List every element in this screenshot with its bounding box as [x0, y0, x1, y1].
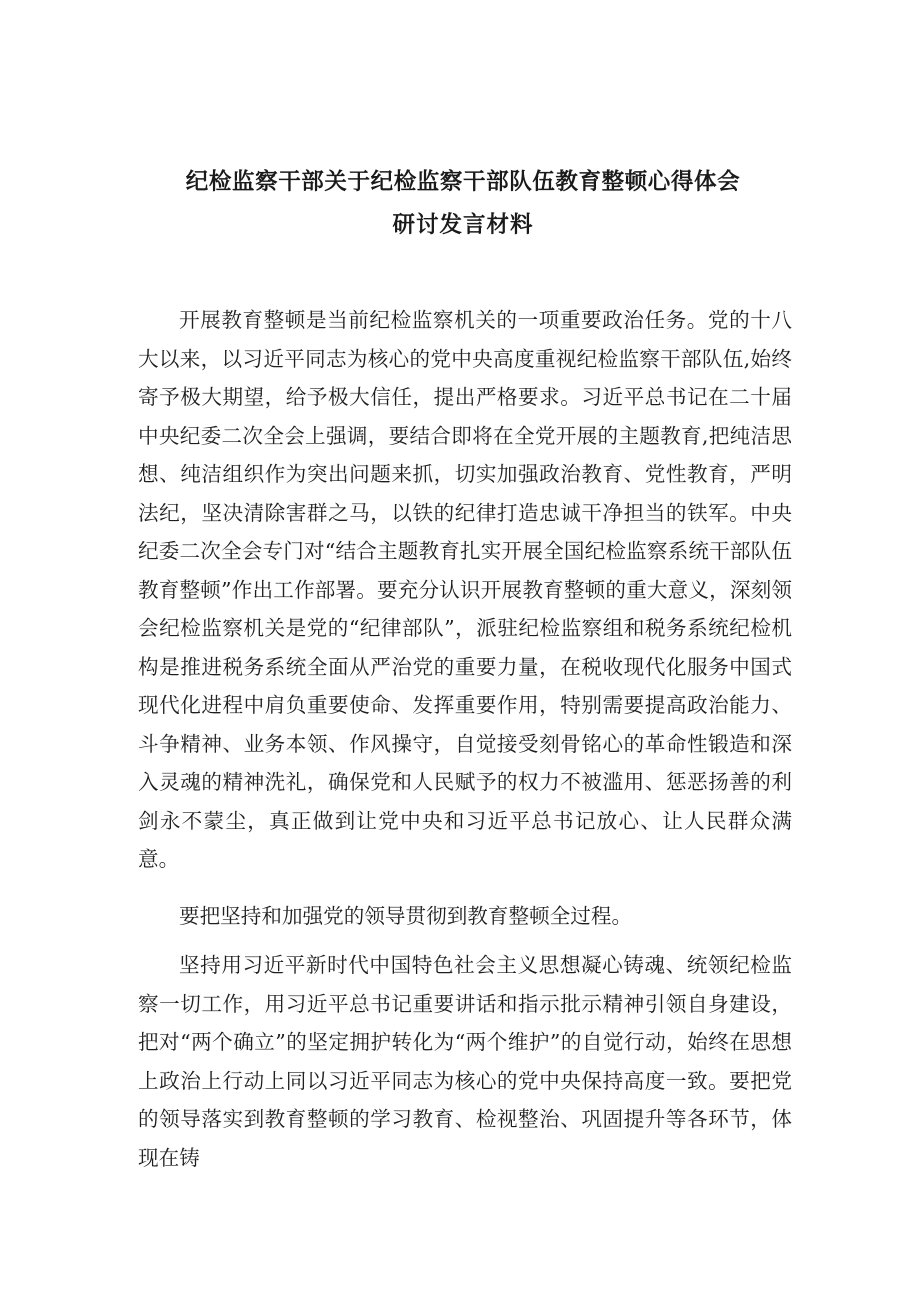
body-paragraph-2: 要把坚持和加强党的领导贯彻到教育整顿全过程。 [179, 904, 633, 928]
document-title-line-1: 纪检监察干部关于纪检监察干部队伍教育整顿心得体会 [185, 169, 741, 195]
body-paragraph-1: 开展教育整顿是当前纪检监察机关的一项重要政治任务。党的十八大以来，以习近平同志为核心的党中央高度重视纪检监察干部队伍,始终寄予极大期望，给予极大信任，提出严格要求。习近平总书记在二十届中央纪委二次全会上强调，要结合即将在全党开展的主题教育,把纯洁思想、纯洁组织作为突出问题来抓，切实加强政治教育、党性教育，严明法纪，坚决清除害群之马，以铁的纪律打造忠诚干净担当的铁军。中央纪委二次全会专门对“结合主题教育扎实开展全国纪检监察系统干部队伍教育整顿”作出工作部署。要充分认识开展教育整顿的重大意义，深刻领会纪检监察机关是党的“纪律部队”，派驻纪检监察组和税务系统纪检机构是推进税务系统全面从严治党的重要力量，在税收现代化服务中国式现代化进程中肩负重要使命、发挥重要作用，特别需要提高政治能力、斗争精神、业务本领、作风操守，自觉接受刻骨铭心的革命性锻造和深入灵魂的精神洗礼，确保党和人民赋予的权力不被滥用、惩恶扬善的利剑永不蒙尘，真正做到让党中央和习近平总书记放心、让人民群众满意。 [138, 308, 792, 871]
body-paragraph-3: 坚持用习近平新时代中国特色社会主义思想凝心铸魂、统领纪检监察一切工作，用习近平总书记重要讲话和指示批示精神引领自身建设，把对“两个确立”的坚定拥护转化为“两个维护”的自觉行动，始终在思想上政治上行动上同以习近平同志为核心的党中央保持高度一致。要把党的领导落实到教育整顿的学习教育、检视整治、巩固提升等各环节，体现在铸 [138, 953, 792, 1170]
document-title-line-2: 研讨发言材料 [392, 212, 534, 238]
